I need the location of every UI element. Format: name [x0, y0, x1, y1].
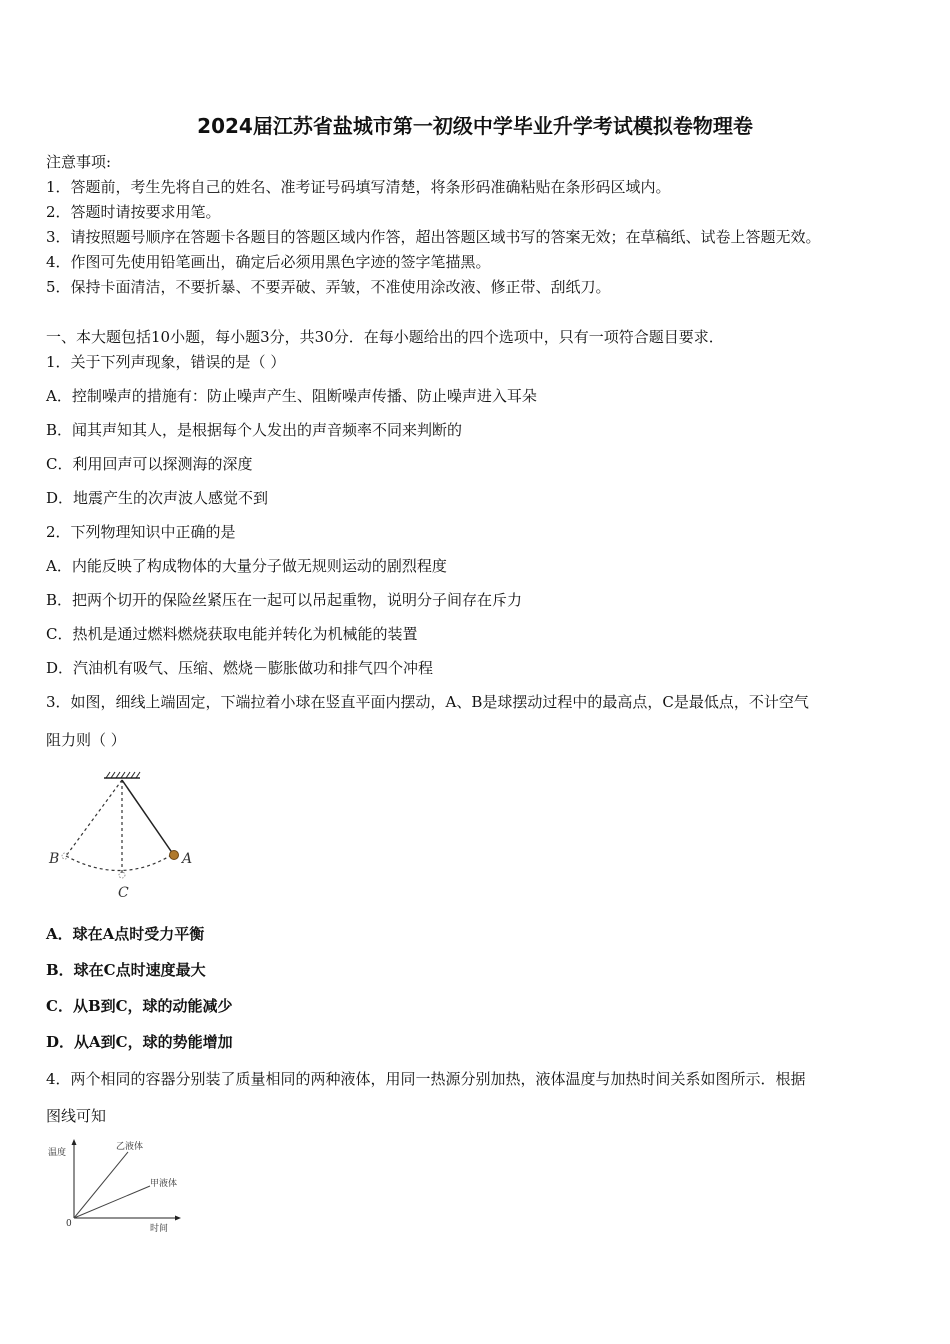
- string-to-b: [66, 780, 122, 856]
- y-axis-arrow: [72, 1139, 77, 1145]
- question-2-option-c: C．热机是通过燃料燃烧获取电能并转化为机械能的装置: [46, 625, 418, 643]
- section-heading: 一、本大题包括10小题，每小题3分，共30分．在每小题给出的四个选项中，只有一项符合题目要求．: [46, 328, 724, 346]
- line-jia-label: 甲液体: [150, 1179, 178, 1189]
- string-to-a: [122, 780, 173, 854]
- question-3-stem-line-2: 阻力则（ ）: [46, 731, 126, 749]
- question-1-option-a: A．控制噪声的措施有：防止噪声产生、阻断噪声传播、防止噪声进入耳朵: [46, 387, 537, 405]
- pendulum-figure: [40, 768, 210, 903]
- x-axis-arrow: [175, 1216, 181, 1221]
- question-3-option-d: D．从A到C，球的势能增加: [46, 1033, 233, 1051]
- notice-item-4: 4．作图可先使用铅笔画出，确定后必须用黑色字迹的签字笔描黑。: [46, 253, 491, 271]
- question-2-option-a: A．内能反映了构成物体的大量分子做无规则运动的剧烈程度: [46, 557, 447, 575]
- question-2-option-b: B．把两个切开的保险丝紧压在一起可以吊起重物，说明分子间存在斥力: [46, 591, 523, 609]
- page-title: 2024届江苏省盐城市第一初级中学毕业升学考试模拟卷物理卷: [197, 114, 753, 138]
- question-1-stem: 1．关于下列声现象，错误的是（ ）: [46, 353, 286, 371]
- swing-arc: [66, 854, 173, 871]
- question-1-option-b: B．闻其声知其人，是根据每个人发出的声音频率不同来判断的: [46, 421, 463, 439]
- question-1-option-c: C．利用回声可以探测海的深度: [46, 455, 253, 473]
- question-4-stem-line-1: 4．两个相同的容器分别装了质量相同的两种液体，用同一热源分别加热，液体温度与加热时间关系如图所示．根据: [46, 1070, 806, 1088]
- question-2-option-d: D．汽油机有吸气、压缩、燃烧－膨胀做功和排气四个冲程: [46, 659, 434, 677]
- question-1-option-d: D．地震产生的次声波人感觉不到: [46, 489, 269, 507]
- question-4-stem-line-2: 图线可知: [46, 1107, 107, 1125]
- question-3-stem-line-1: 3．如图，细线上端固定，下端拉着小球在竖直平面内摆动，A、B是球摆动过程中的最高点，C是最低点，不计空气: [46, 693, 809, 711]
- question-3-option-c: C．从B到C，球的动能减少: [46, 997, 233, 1015]
- temperature-time-graph: [44, 1134, 194, 1239]
- notice-item-5: 5．保持卡面清洁，不要折暴、不要弄破、弄皱，不准使用涂改液、修正带、刮纸刀。: [46, 278, 611, 296]
- notice-item-1: 1．答题前，考生先将自己的姓名、准考证号码填写清楚，将条形码准确粘贴在条形码区域内。: [46, 178, 671, 196]
- question-3-option-b: B．球在C点时速度最大: [46, 961, 206, 979]
- line-jia-liquid: [74, 1186, 150, 1218]
- label-b: B: [49, 851, 60, 867]
- notice-item-2: 2．答题时请按要求用笔。: [46, 203, 221, 221]
- ball: [170, 851, 179, 860]
- origin-label: 0: [66, 1219, 72, 1229]
- ceiling-hatching: [106, 772, 140, 778]
- notice-item-3: 3．请按照题号顺序在答题卡各题目的答题区域内作答，超出答题区域书写的答案无效；在草稿纸、试卷上答题无效。: [46, 228, 821, 246]
- label-a: A: [182, 851, 193, 867]
- label-c: C: [118, 885, 129, 901]
- notice-heading: 注意事项:: [46, 153, 112, 171]
- line-yi-label: 乙液体: [116, 1142, 144, 1152]
- y-axis-label: 温度: [48, 1148, 67, 1158]
- x-axis-label: 时间: [150, 1224, 169, 1234]
- question-2-stem: 2．下列物理知识中正确的是: [46, 523, 236, 541]
- question-3-option-a: A．球在A点时受力平衡: [46, 925, 205, 943]
- line-yi-liquid: [74, 1152, 128, 1218]
